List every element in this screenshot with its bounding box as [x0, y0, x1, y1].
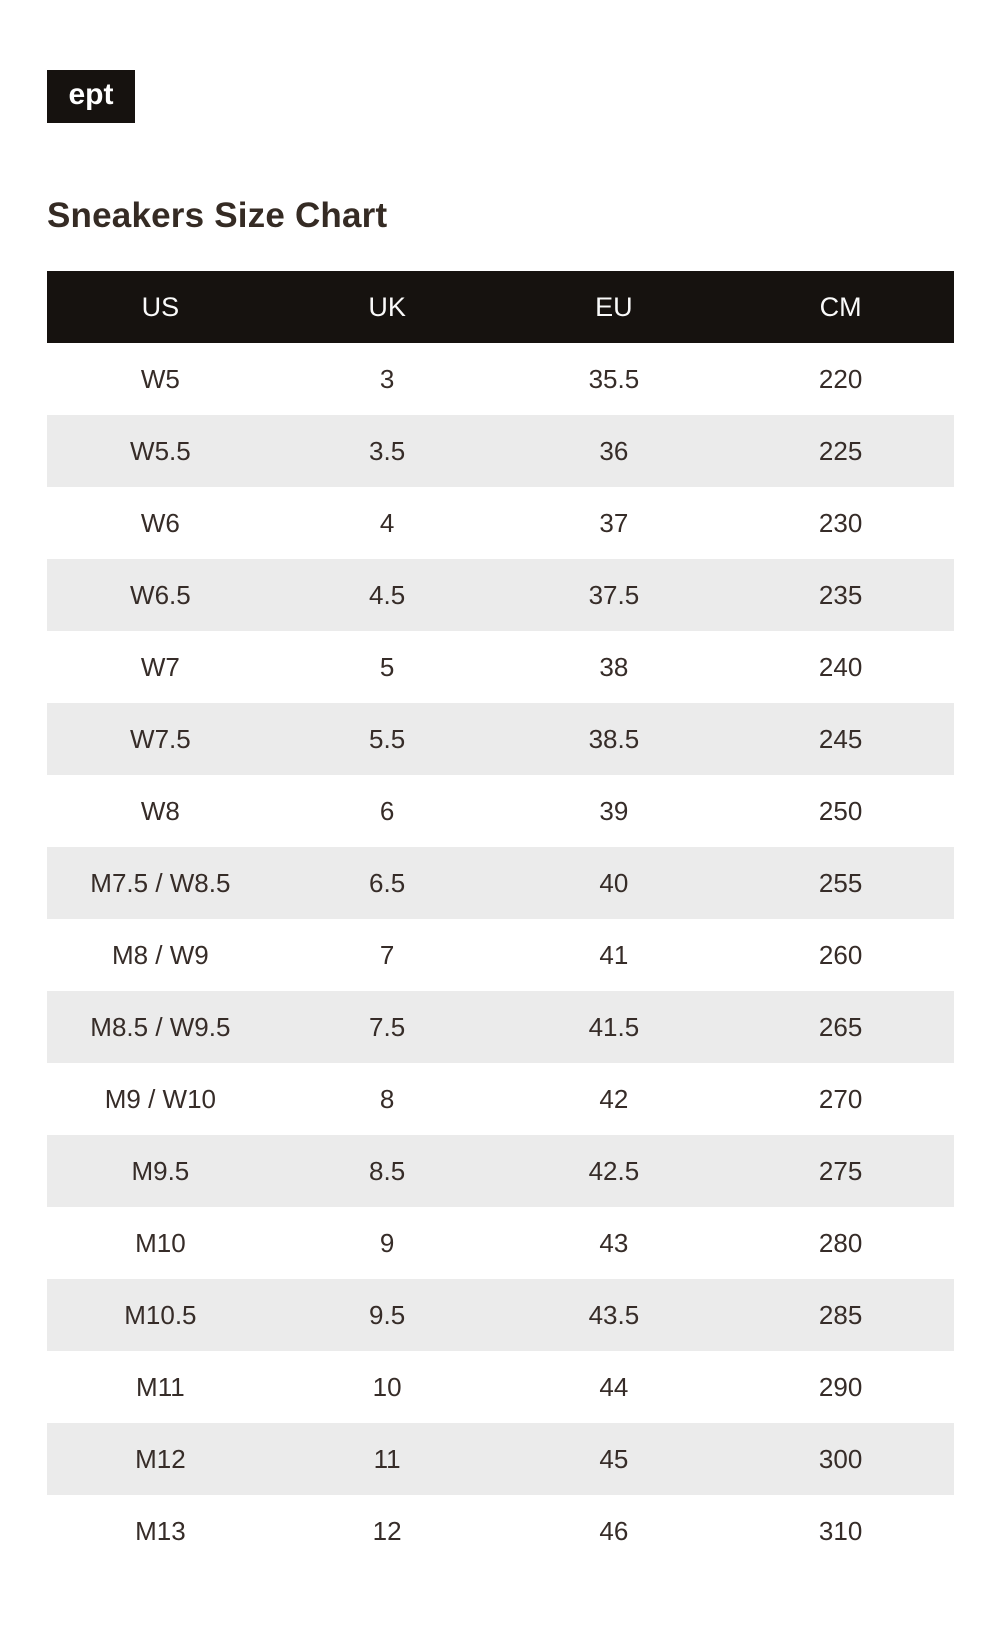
- uk-cell: 7.5: [369, 1011, 406, 1042]
- us-cell: M10: [135, 1227, 186, 1258]
- column-header-us: US: [141, 291, 180, 322]
- brand-logo: [47, 70, 135, 123]
- table-row: [47, 1351, 954, 1423]
- us-cell: M8 / W9: [111, 939, 209, 970]
- column-header-eu: EU: [595, 291, 633, 322]
- cm-cell: 290: [818, 1371, 863, 1402]
- cm-cell: 265: [818, 1011, 863, 1042]
- cm-cell: 220: [818, 363, 863, 394]
- us-cell: M10.5: [124, 1299, 197, 1330]
- us-cell: M9.5: [131, 1155, 190, 1186]
- us-cell: M8.5 / W9.5: [90, 1011, 231, 1042]
- us-cell: W6.5: [130, 579, 191, 610]
- cm-cell: 270: [818, 1083, 863, 1114]
- uk-cell: 3: [379, 363, 395, 394]
- uk-cell: 10: [372, 1371, 402, 1402]
- us-cell: M11: [136, 1371, 185, 1402]
- eu-cell: 35.5: [588, 363, 640, 394]
- uk-cell: 5.5: [369, 723, 406, 754]
- us-cell: W7.5: [130, 723, 191, 754]
- cm-cell: 260: [818, 939, 863, 970]
- uk-cell: 12: [372, 1515, 402, 1546]
- table-body: [47, 343, 954, 1567]
- eu-cell: 44: [599, 1371, 629, 1402]
- table-row: [47, 1495, 954, 1567]
- eu-cell: 37.5: [588, 579, 640, 610]
- table-header-row: [47, 271, 954, 343]
- eu-cell: 43: [599, 1227, 629, 1258]
- cm-cell: 300: [818, 1443, 863, 1474]
- cm-cell: 235: [818, 579, 863, 610]
- cm-cell: 250: [818, 795, 863, 826]
- uk-cell: 9.5: [369, 1299, 406, 1330]
- cm-cell: 310: [818, 1515, 863, 1546]
- eu-cell: 37: [599, 507, 629, 538]
- uk-cell: 4: [379, 507, 395, 538]
- eu-cell: 38.5: [588, 723, 640, 754]
- table-row: [47, 1279, 954, 1351]
- cm-cell: 245: [818, 723, 863, 754]
- us-cell: W8: [140, 795, 180, 826]
- table-row: [47, 1135, 954, 1207]
- uk-cell: 5: [379, 651, 395, 682]
- us-cell: W7: [140, 651, 180, 682]
- us-cell: M7.5 / W8.5: [90, 867, 231, 898]
- eu-cell: 38: [599, 651, 629, 682]
- table-row: [47, 1423, 954, 1495]
- cm-cell: 285: [818, 1299, 863, 1330]
- eu-cell: 42: [599, 1083, 629, 1114]
- eu-cell: 40: [599, 867, 629, 898]
- eu-cell: 42.5: [588, 1155, 640, 1186]
- table-row: [47, 775, 954, 847]
- column-header-cm: CM: [819, 291, 862, 322]
- cm-cell: 255: [818, 867, 863, 898]
- page-title: Sneakers Size Chart: [47, 196, 388, 235]
- cm-cell: 280: [818, 1227, 863, 1258]
- uk-cell: 7: [379, 939, 395, 970]
- uk-cell: 3.5: [369, 435, 406, 466]
- eu-cell: 43.5: [588, 1299, 640, 1330]
- uk-cell: 6: [379, 795, 395, 826]
- us-cell: W6: [140, 507, 180, 538]
- us-cell: W5: [140, 363, 180, 394]
- table-row: [47, 847, 954, 919]
- uk-cell: 8: [379, 1083, 395, 1114]
- eu-cell: 45: [599, 1443, 629, 1474]
- eu-cell: 46: [599, 1515, 629, 1546]
- table-row: [47, 559, 954, 631]
- cm-cell: 240: [818, 651, 863, 682]
- eu-cell: 41.5: [588, 1011, 640, 1042]
- size-chart-table: [47, 271, 954, 1567]
- us-cell: M13: [135, 1515, 186, 1546]
- us-cell: W5.5: [130, 435, 191, 466]
- cm-cell: 225: [818, 435, 863, 466]
- uk-cell: 11: [373, 1443, 401, 1474]
- table-row: [47, 415, 954, 487]
- table-row: [47, 487, 954, 559]
- uk-cell: 9: [379, 1227, 395, 1258]
- eu-cell: 36: [599, 435, 629, 466]
- table-row: [47, 919, 954, 991]
- uk-cell: 6.5: [369, 867, 406, 898]
- uk-cell: 8.5: [369, 1155, 406, 1186]
- cm-cell: 230: [818, 507, 863, 538]
- table-row: [47, 1063, 954, 1135]
- table-row: [47, 991, 954, 1063]
- table-row: [47, 631, 954, 703]
- us-cell: M12: [135, 1443, 186, 1474]
- column-header-uk: UK: [368, 291, 406, 322]
- brand-logo-text: ept: [68, 77, 114, 111]
- eu-cell: 41: [599, 939, 629, 970]
- uk-cell: 4.5: [369, 579, 406, 610]
- cm-cell: 275: [818, 1155, 863, 1186]
- table-row: [47, 1207, 954, 1279]
- table-row: [47, 703, 954, 775]
- table-row: [47, 343, 954, 415]
- us-cell: M9 / W10: [104, 1083, 216, 1114]
- eu-cell: 39: [599, 795, 629, 826]
